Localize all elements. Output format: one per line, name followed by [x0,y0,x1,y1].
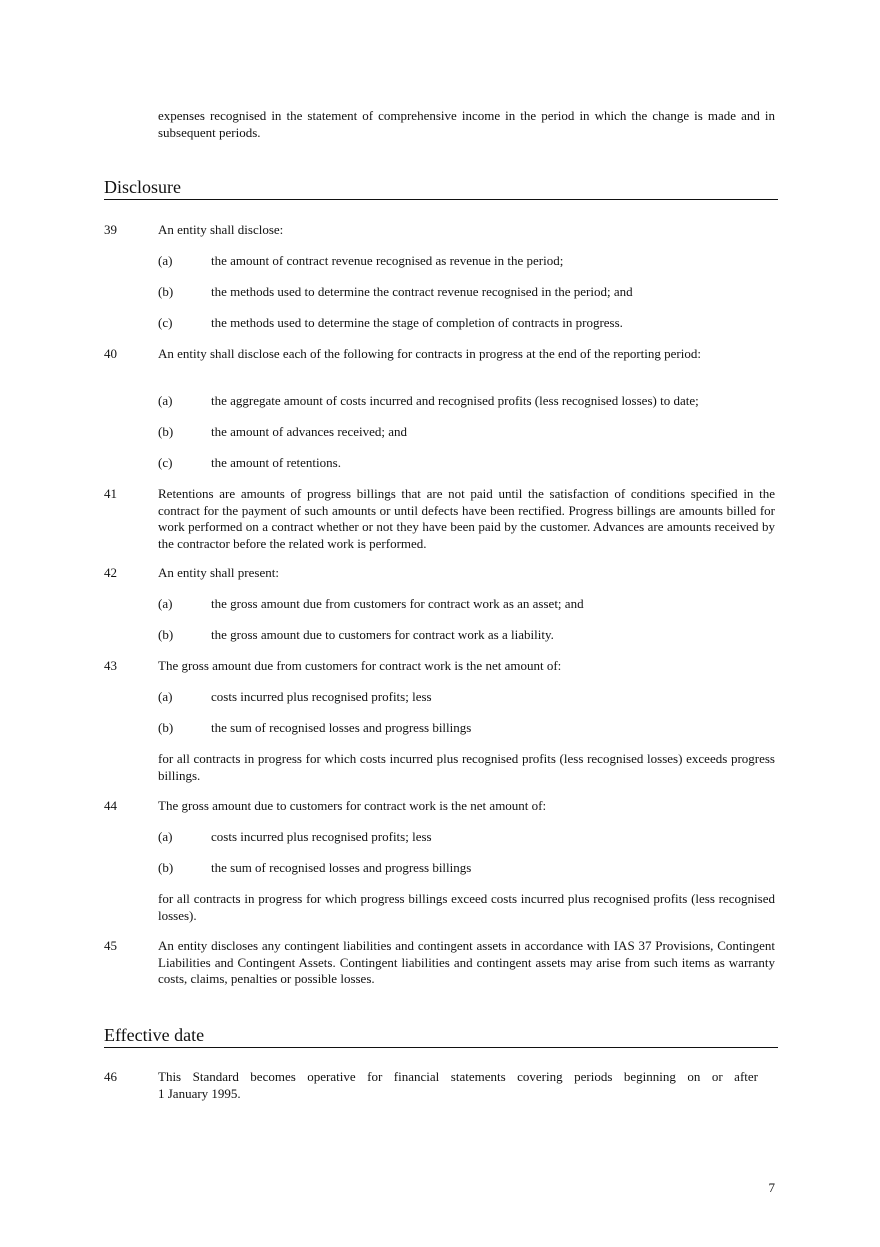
list-item-text: the sum of recognised losses and progress billings [211,720,472,735]
section-heading-effective-date: Effective date [104,1024,778,1048]
paragraph-number: 44 [104,798,117,813]
list-item-text: the methods used to determine the stage of completion of contracts in progress. [211,315,623,330]
list-item-text: costs incurred plus recognised profits; less [211,689,432,704]
list-item-letter: (c) [158,315,173,330]
paragraph-number: 39 [104,222,117,237]
paragraph-number: 45 [104,938,117,953]
paragraph-text [158,1069,758,1102]
list-item-letter: (b) [158,720,174,735]
paragraph-number: 40 [104,346,117,361]
paragraph-text: Retentions are amounts of progress billings that are not paid until the satisfaction of conditions specified in the contract for the payment of such amounts or until defects have been rectified. Progress billings are amounts billed for work performed on a contract whether or not they have been paid by the customer. Advances are amounts received by the contractor before the related work is performed. [158,486,775,551]
paragraph-text: An entity shall disclose each of the following for contracts in progress at the end of the reporting period: [158,346,701,361]
list-item-text: the amount of advances received; and [211,424,407,439]
list-item-letter: (b) [158,627,174,642]
list-item-letter: (a) [158,689,173,704]
list-item-letter: (c) [158,455,173,470]
section-heading-disclosure: Disclosure [104,176,778,200]
paragraph-closing-text: for all contracts in progress for which costs incurred plus recognised profits (less recognised losses) exceeds progress billings. [158,751,775,783]
paragraph-closing-text: for all contracts in progress for which progress billings exceed costs incurred plus recognised profits (less recognised losses). [158,891,775,923]
list-item-letter: (a) [158,596,173,611]
intro-paragraph: expenses recognised in the statement of comprehensive income in the period in which the change is made and in subsequent periods. [158,108,775,140]
list-item-text: the sum of recognised losses and progress billings [211,860,472,875]
paragraph-text: The gross amount due to customers for contract work is the net amount of: [158,798,547,813]
list-item-text: the gross amount due from customers for contract work as an asset; and [211,596,584,611]
paragraph-text: The gross amount due from customers for contract work is the net amount of: [158,658,562,673]
paragraph-number: 41 [104,486,117,501]
paragraph-text: An entity shall disclose: [158,222,284,237]
list-item-text: the amount of retentions. [211,455,341,470]
list-item-letter: (a) [158,253,173,268]
paragraph-number: 46 [104,1069,117,1084]
paragraph-text: An entity shall present: [158,565,279,580]
paragraph-line: This Standard becomes operative for financial statements covering periods beginning on or after [158,1069,758,1084]
list-item-letter: (a) [158,393,173,408]
paragraph-line: 1 January 1995. [158,1085,241,1101]
list-item-letter: (b) [158,424,174,439]
paragraph-text: An entity discloses any contingent liabilities and contingent assets in accordance with IAS 37 Provisions, Contingent Liabilities and Contingent Assets. Contingent liabilities and contingent assets may arise from such items as warranty costs, claims, penalties or possible losses. [158,938,775,986]
list-item-letter: (a) [158,829,173,844]
list-item-text: costs incurred plus recognised profits; less [211,829,432,844]
paragraph-number: 43 [104,658,117,673]
list-item-text: the gross amount due to customers for contract work as a liability. [211,627,554,642]
list-item-text: the amount of contract revenue recognised as revenue in the period; [211,253,564,268]
list-item-text: the methods used to determine the contract revenue recognised in the period; and [211,284,633,299]
paragraph-number: 42 [104,565,117,580]
list-item-letter: (b) [158,284,174,299]
page-number: 7 [768,1180,775,1195]
list-item-letter: (b) [158,860,174,875]
list-item-text: the aggregate amount of costs incurred and recognised profits (less recognised losses) to date; [211,393,699,408]
